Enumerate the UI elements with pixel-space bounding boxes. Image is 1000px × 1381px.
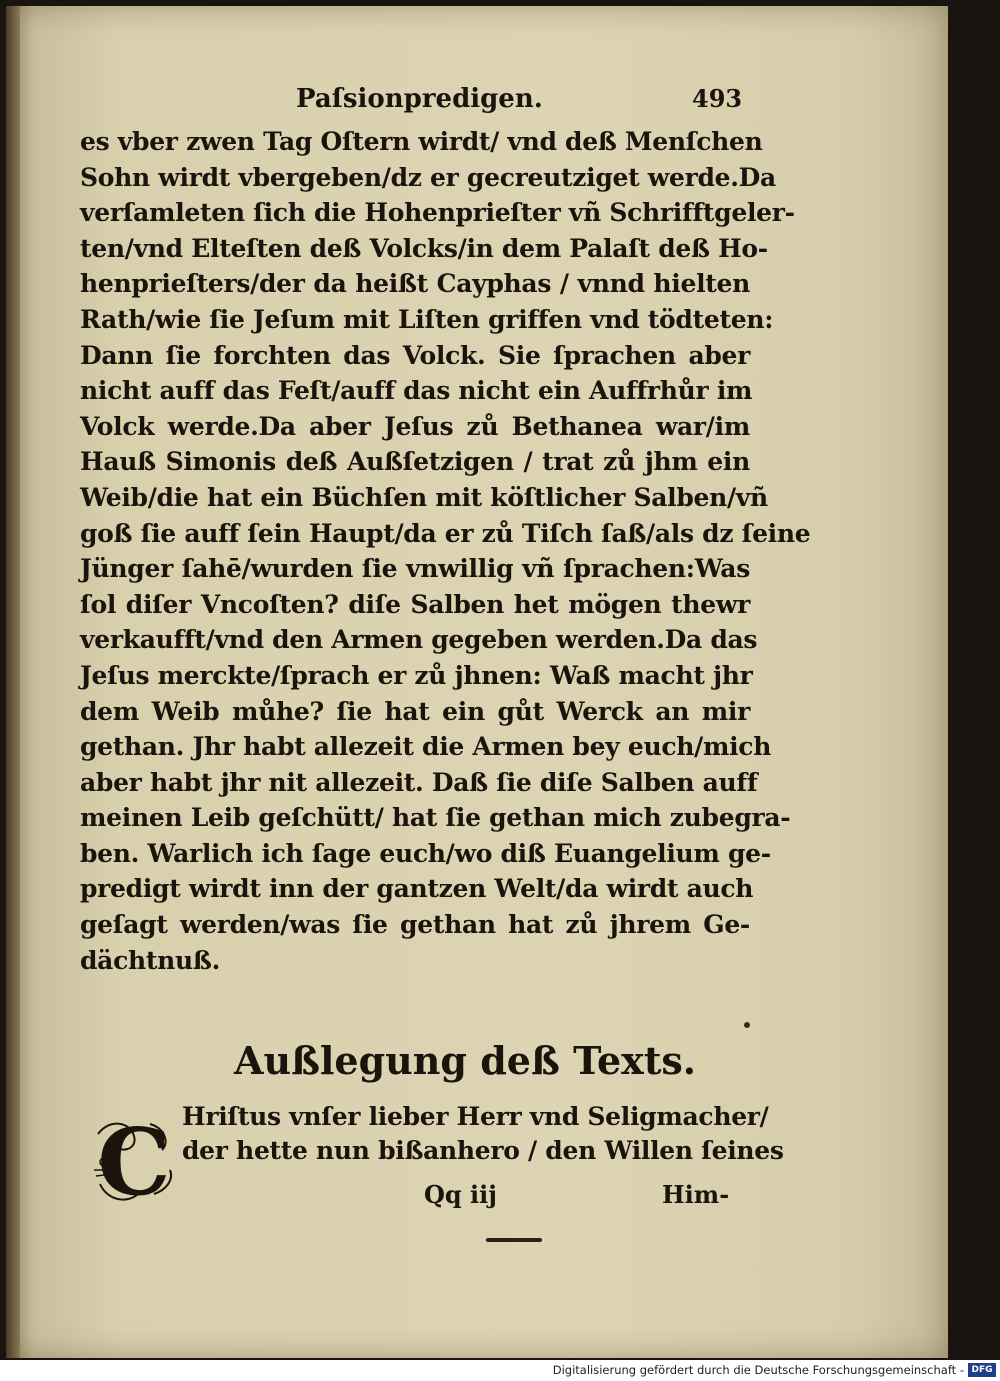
- text-line: Weib/die hat ein Büchſen mit köſtlicher Salben/vñ: [80, 482, 768, 512]
- text-line: geſagt werden/was ſie gethan hat zů jhrem Ge-: [80, 910, 750, 940]
- text-line: goß ſie auff ſein Haupt/da er zů Tiſch ſaß/als dz ſeine: [80, 518, 811, 548]
- page-number: 493: [692, 84, 743, 113]
- text-line: verſamleten ſich die Hohenprieſter vñ Schrifftgeler-: [80, 198, 795, 228]
- text-line: Hriſtus vnſer lieber Herr vnd Seligmacher/: [182, 1102, 769, 1131]
- opening-paragraph: [182, 1100, 784, 1168]
- text-line: Hauß Simonis deß Außſetzigen / trat zů jhm ein: [80, 447, 750, 477]
- text-line: ten/vnd Elteſten deß Volcks/in dem Palaſt deß Ho-: [80, 233, 768, 263]
- text-line: Jeſus merckte/ſprach er zů jhnen: Waß macht jhr: [80, 660, 753, 690]
- page-edge-mark: [486, 1238, 542, 1242]
- text-line: meinen Leib geſchütt/ hat ſie gethan mich zubegra-: [80, 803, 791, 833]
- section-heading: Außlegung deß Texts.: [234, 1038, 696, 1083]
- text-line: predigt wirdt inn der gantzen Welt/da wirdt auch: [80, 874, 754, 904]
- text-line: nicht auff das Feſt/auff das nicht ein Auffrhůr im: [80, 376, 753, 406]
- catchword: Him-: [662, 1180, 730, 1209]
- text-line: Volck werde.Da aber Jeſus zů Bethanea war/im: [80, 411, 750, 441]
- body-text: [80, 124, 811, 978]
- text-line: henprieſters/der da heißt Cayphas / vnnd hielten: [80, 269, 750, 299]
- text-line: Sohn wirdt vbergeben/dz er gecreutziget werde.Da: [80, 162, 776, 192]
- text-line: der hette nun bißanhero / den Willen ſeines: [182, 1136, 784, 1165]
- running-title: Paſsionpredigen.: [296, 84, 543, 114]
- text-line: gethan. Jhr habt allezeit die Armen bey euch/mich: [80, 732, 772, 762]
- text-line: dächtnuß.: [80, 945, 220, 975]
- book-gutter: [6, 6, 20, 1358]
- text-line: Dann ſie forchten das Volck. Sie ſprachen aber: [80, 340, 750, 370]
- text-line: Jünger ſahē/wurden ſie vnwillig vñ ſprachen:Was: [80, 554, 750, 584]
- ink-speck: [744, 1022, 750, 1028]
- text-line: ben. Warlich ich ſage euch/wo diß Euangelium ge-: [80, 838, 771, 868]
- funding-credit: Digitalisierung gefördert durch die Deutsche Forschungsgemeinschaft -: [552, 1363, 964, 1377]
- text-line: verkaufft/vnd den Armen gegeben werden.Da das: [80, 625, 758, 655]
- text-line: dem Weib můhe? ſie hat ein gůt Werck an mir: [80, 696, 750, 726]
- book-page: [6, 6, 948, 1358]
- text-line: Rath/wie ſie Jeſum mit Liſten griffen vnd tödteten:: [80, 304, 774, 334]
- dfg-logo-icon: DFG: [968, 1363, 996, 1377]
- text-line: es vber zwen Tag Oſtern wirdt/ vnd deß Menſchen: [80, 127, 763, 156]
- signature-mark: Qq iij: [424, 1180, 497, 1209]
- decorated-initial: [90, 1108, 178, 1216]
- text-line: ſol diſer Vncoſten? diſe Salben het mögen thewr: [80, 589, 750, 619]
- footer-bar: [0, 1360, 1000, 1381]
- text-line: aber habt jhr nit allezeit. Daß ſie diſe Salben auff: [80, 767, 758, 797]
- initial-letter: C: [97, 1108, 171, 1216]
- page-header: [6, 84, 948, 120]
